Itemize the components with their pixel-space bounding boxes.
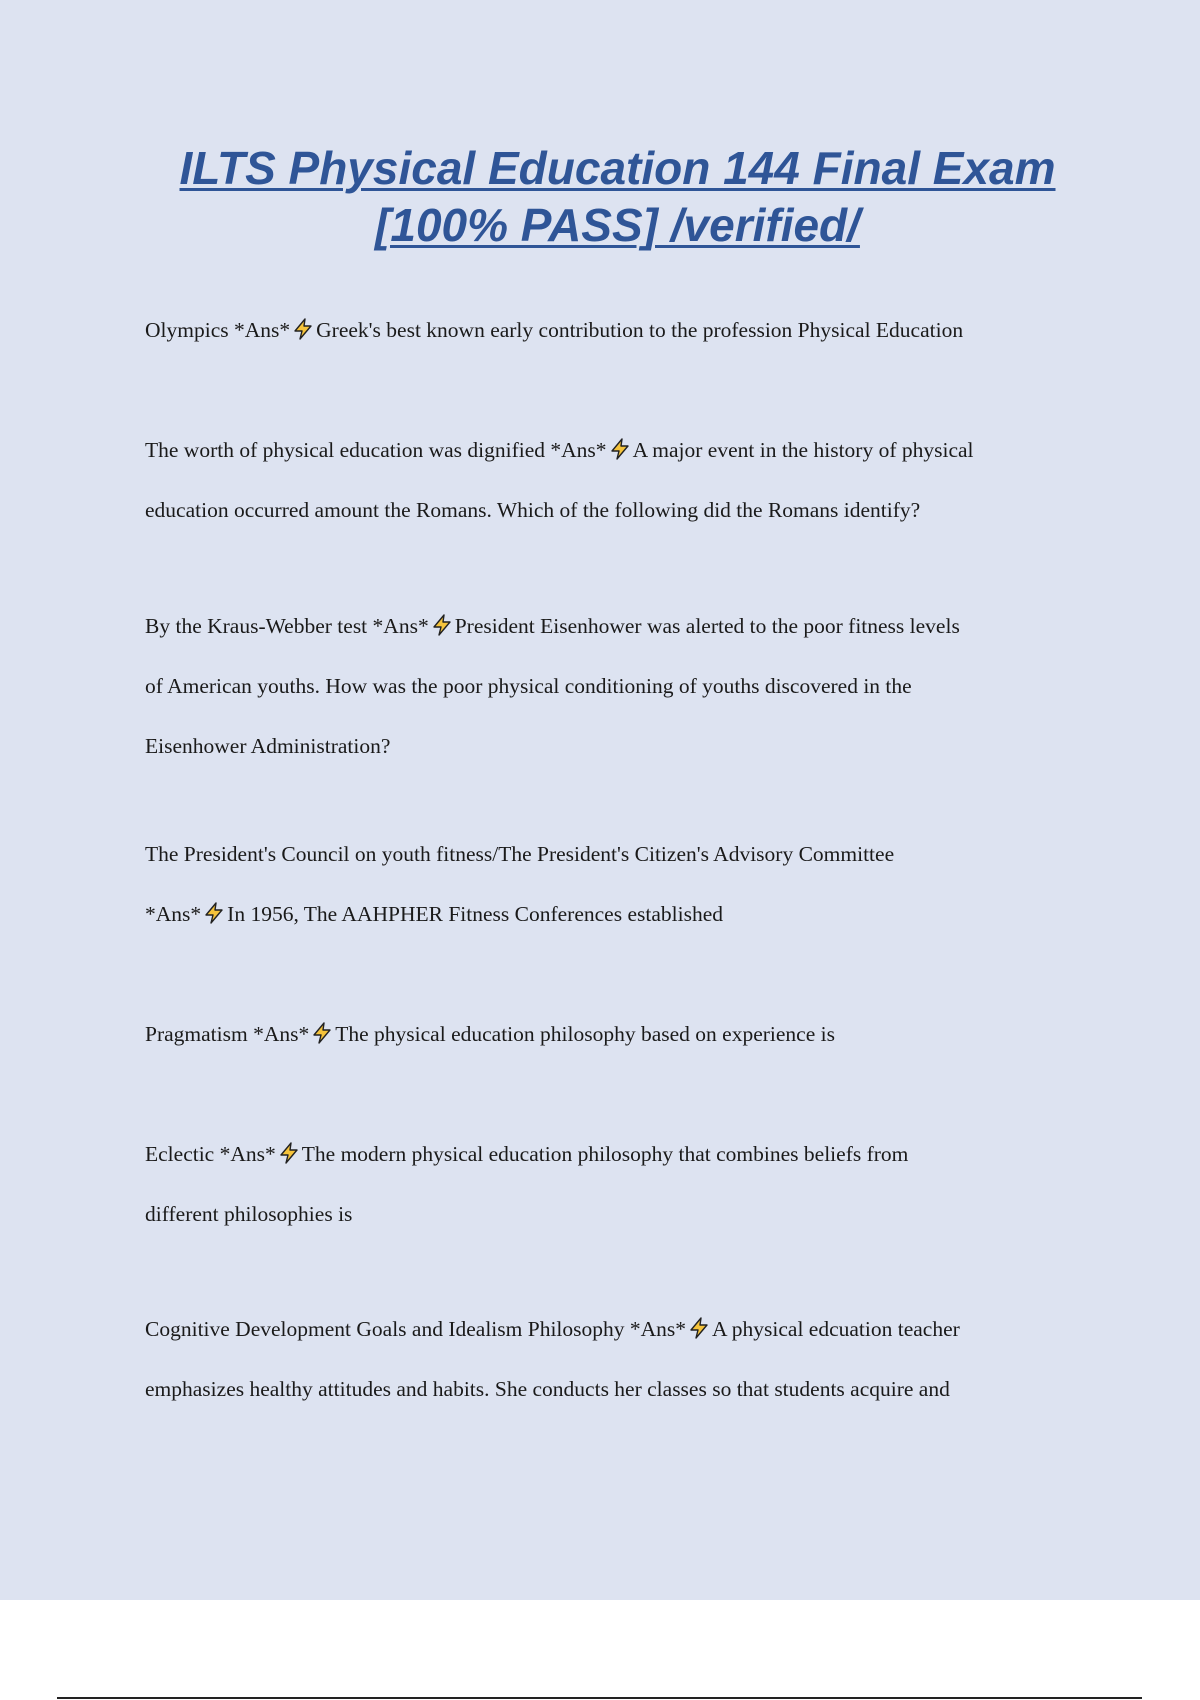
question-text: A physical edcuation teacher xyxy=(712,1317,960,1341)
answer-text: Eclectic xyxy=(145,1142,215,1166)
qa-entry xyxy=(145,435,1095,555)
qa-entry xyxy=(145,1019,1095,1079)
answer-marker: *Ans* xyxy=(145,902,202,926)
qa-line xyxy=(145,1314,1095,1374)
qa-line xyxy=(145,435,1095,495)
qa-entry xyxy=(145,839,1095,959)
qa-line xyxy=(145,899,1095,959)
answer-marker: *Ans* xyxy=(550,438,607,462)
lightning-bolt-icon xyxy=(430,612,454,638)
page-title xyxy=(100,140,1135,254)
qa-line: emphasizes healthy attitudes and habits. She conducts her classes so that students acquire and xyxy=(145,1377,950,1401)
answer-text: Pragmatism xyxy=(145,1022,248,1046)
lightning-bolt-icon xyxy=(277,1140,301,1166)
answer-marker: *Ans* xyxy=(253,1022,310,1046)
page-divider xyxy=(57,1697,1142,1699)
answer-text: Olympics xyxy=(145,318,229,342)
qa-line xyxy=(145,1139,1095,1199)
answer-text: The President's Council on youth fitness/The President's Citizen's Advisory Committee xyxy=(145,842,895,866)
qa-entry xyxy=(145,1314,1095,1434)
lightning-bolt-icon xyxy=(202,900,226,926)
qa-line: different philosophies is xyxy=(145,1202,353,1226)
qa-line xyxy=(145,1019,1095,1079)
question-text: President Eisenhower was alerted to the poor fitness levels xyxy=(454,614,960,638)
qa-line xyxy=(145,611,1095,671)
title-line-2: [100% PASS] /verified/ xyxy=(375,199,860,251)
qa-entry xyxy=(145,315,1095,375)
lightning-bolt-icon xyxy=(310,1020,334,1046)
answer-text: The worth of physical education was dignified xyxy=(145,438,546,462)
lightning-bolt-icon xyxy=(608,436,632,462)
answer-text: By the Kraus-Webber test xyxy=(145,614,368,638)
answer-text: Cognitive Development Goals and Idealism Philosophy xyxy=(145,1317,625,1341)
lightning-bolt-icon xyxy=(687,1315,711,1341)
answer-marker: *Ans* xyxy=(629,1317,687,1341)
qa-line xyxy=(145,839,1095,899)
question-text: The physical education philosophy based on experience is xyxy=(335,1022,835,1046)
question-text: The modern physical education philosophy that combines beliefs from xyxy=(301,1142,909,1166)
question-text: In 1956, The AAHPHER Fitness Conferences established xyxy=(227,902,723,926)
qa-entry xyxy=(145,611,1095,791)
qa-line: education occurred amount the Romans. Which of the following did the Romans identify? xyxy=(145,498,921,522)
question-text: Greek's best known early contribution to the profession Physical Education xyxy=(316,318,964,342)
answer-marker: *Ans* xyxy=(219,1142,276,1166)
qa-line: of American youths. How was the poor physical conditioning of youths discovered in the xyxy=(145,674,912,698)
qa-line xyxy=(145,315,1095,375)
title-line-1: ILTS Physical Education 144 Final Exam xyxy=(179,142,1056,194)
answer-marker: *Ans* xyxy=(372,614,429,638)
lightning-bolt-icon xyxy=(291,316,315,342)
qa-entry xyxy=(145,1139,1095,1259)
qa-line: Eisenhower Administration? xyxy=(145,734,391,758)
question-text: A major event in the history of physical xyxy=(632,438,974,462)
answer-marker: *Ans* xyxy=(233,318,291,342)
